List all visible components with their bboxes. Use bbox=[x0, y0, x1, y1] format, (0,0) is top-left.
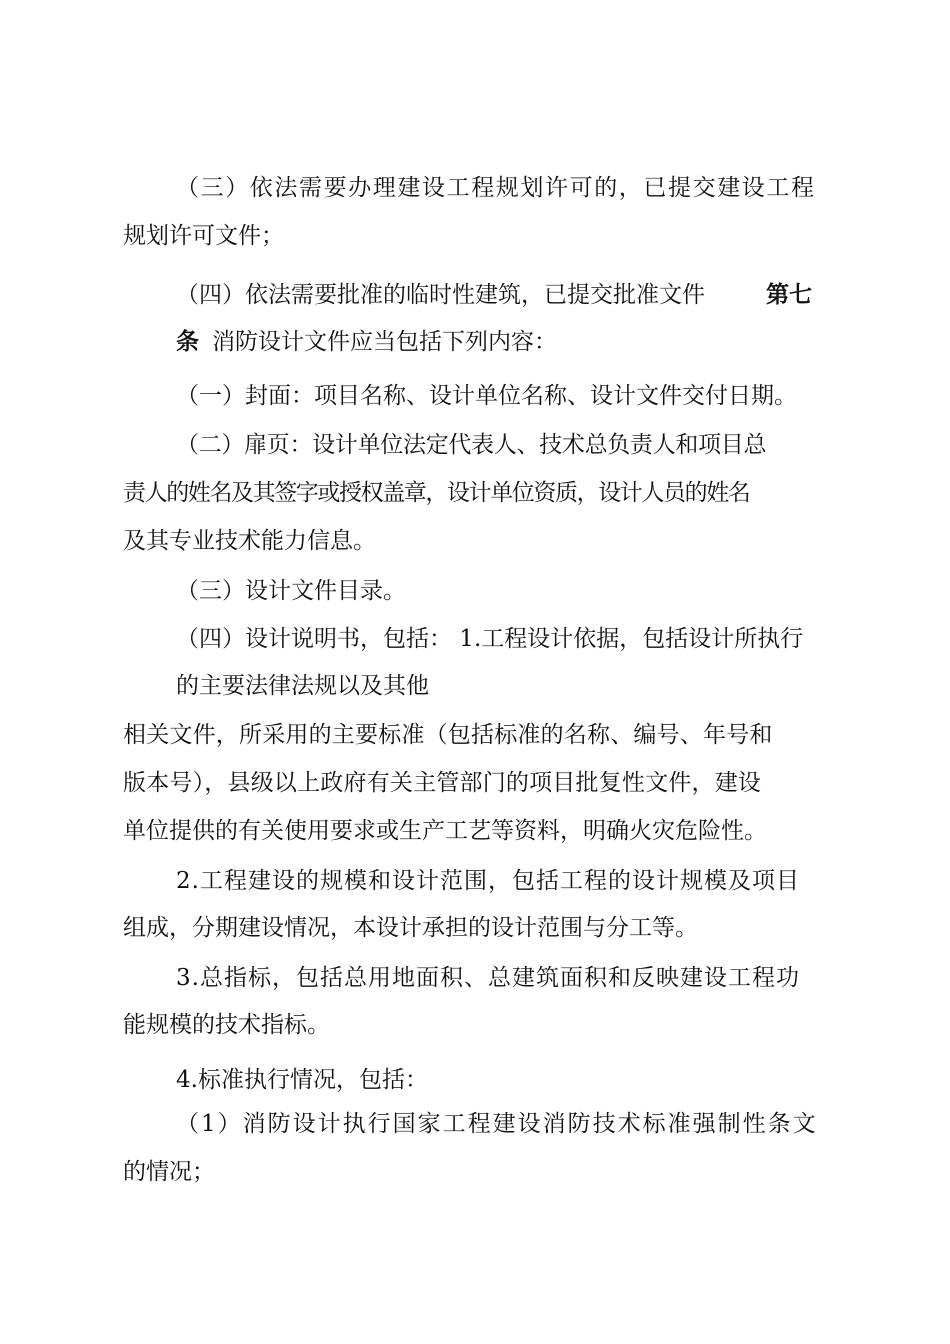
text-line-21: 的情况； bbox=[123, 1159, 215, 1185]
text-line-6: （二）扉页：设计单位法定代表人、技术总负责人和项目总 bbox=[176, 432, 767, 458]
text-line-18: 能规模的技术指标。 bbox=[123, 1012, 330, 1038]
text-line-5: （一）封面：项目名称、设计单位名称、设计文件交付日期。 bbox=[176, 383, 797, 409]
text-line-3: （四）依法需要批准的临时性建筑，已提交批准文件 bbox=[176, 282, 705, 308]
text-line-9: （三）设计文件目录。 bbox=[176, 578, 406, 604]
article-heading-part-2: 条 bbox=[176, 329, 199, 355]
text-line-8: 及其专业技术能力信息。 bbox=[123, 528, 376, 554]
text-line-15: 2.工程建设的规模和设计范围，包括工程的设计规模及项目 bbox=[176, 868, 800, 894]
text-line-16: 组成，分期建设情况，本设计承担的设计范围与分工等。 bbox=[123, 915, 698, 941]
text-line-14: 单位提供的有关使用要求或生产工艺等资料，明确火灾危险性。 bbox=[123, 818, 767, 844]
text-line-10: （四）设计说明书，包括： 1.工程设计依据，包括设计所执行 bbox=[176, 626, 804, 652]
text-line-13: 版本号），县级以上政府有关主管部门的项目批复性文件，建设 bbox=[123, 770, 762, 796]
text-line-20: （1）消防设计执行国家工程建设消防技术标准强制性条文 bbox=[176, 1111, 818, 1137]
text-line-19: 4.标准执行情况，包括： bbox=[176, 1067, 428, 1093]
text-line-4: 消防设计文件应当包括下列内容： bbox=[212, 329, 557, 355]
text-line-1: （三）依法需要办理建设工程规划许可的，已提交建设工程 bbox=[176, 175, 816, 201]
text-line-2: 规划许可文件； bbox=[123, 223, 284, 249]
text-line-17: 3.总指标，包括总用地面积、总建筑面积和反映建设工程功 bbox=[176, 965, 800, 991]
text-line-12: 相关文件，所采用的主要标准（包括标准的名称、编号、年号和 bbox=[123, 722, 773, 748]
article-heading-part-1: 第七 bbox=[766, 282, 812, 308]
text-line-7: 责人的姓名及其签字或授权盖章，设计单位资质，设计人员的姓名 bbox=[123, 480, 750, 506]
text-line-11: 的主要法律法规以及其他 bbox=[176, 673, 429, 699]
